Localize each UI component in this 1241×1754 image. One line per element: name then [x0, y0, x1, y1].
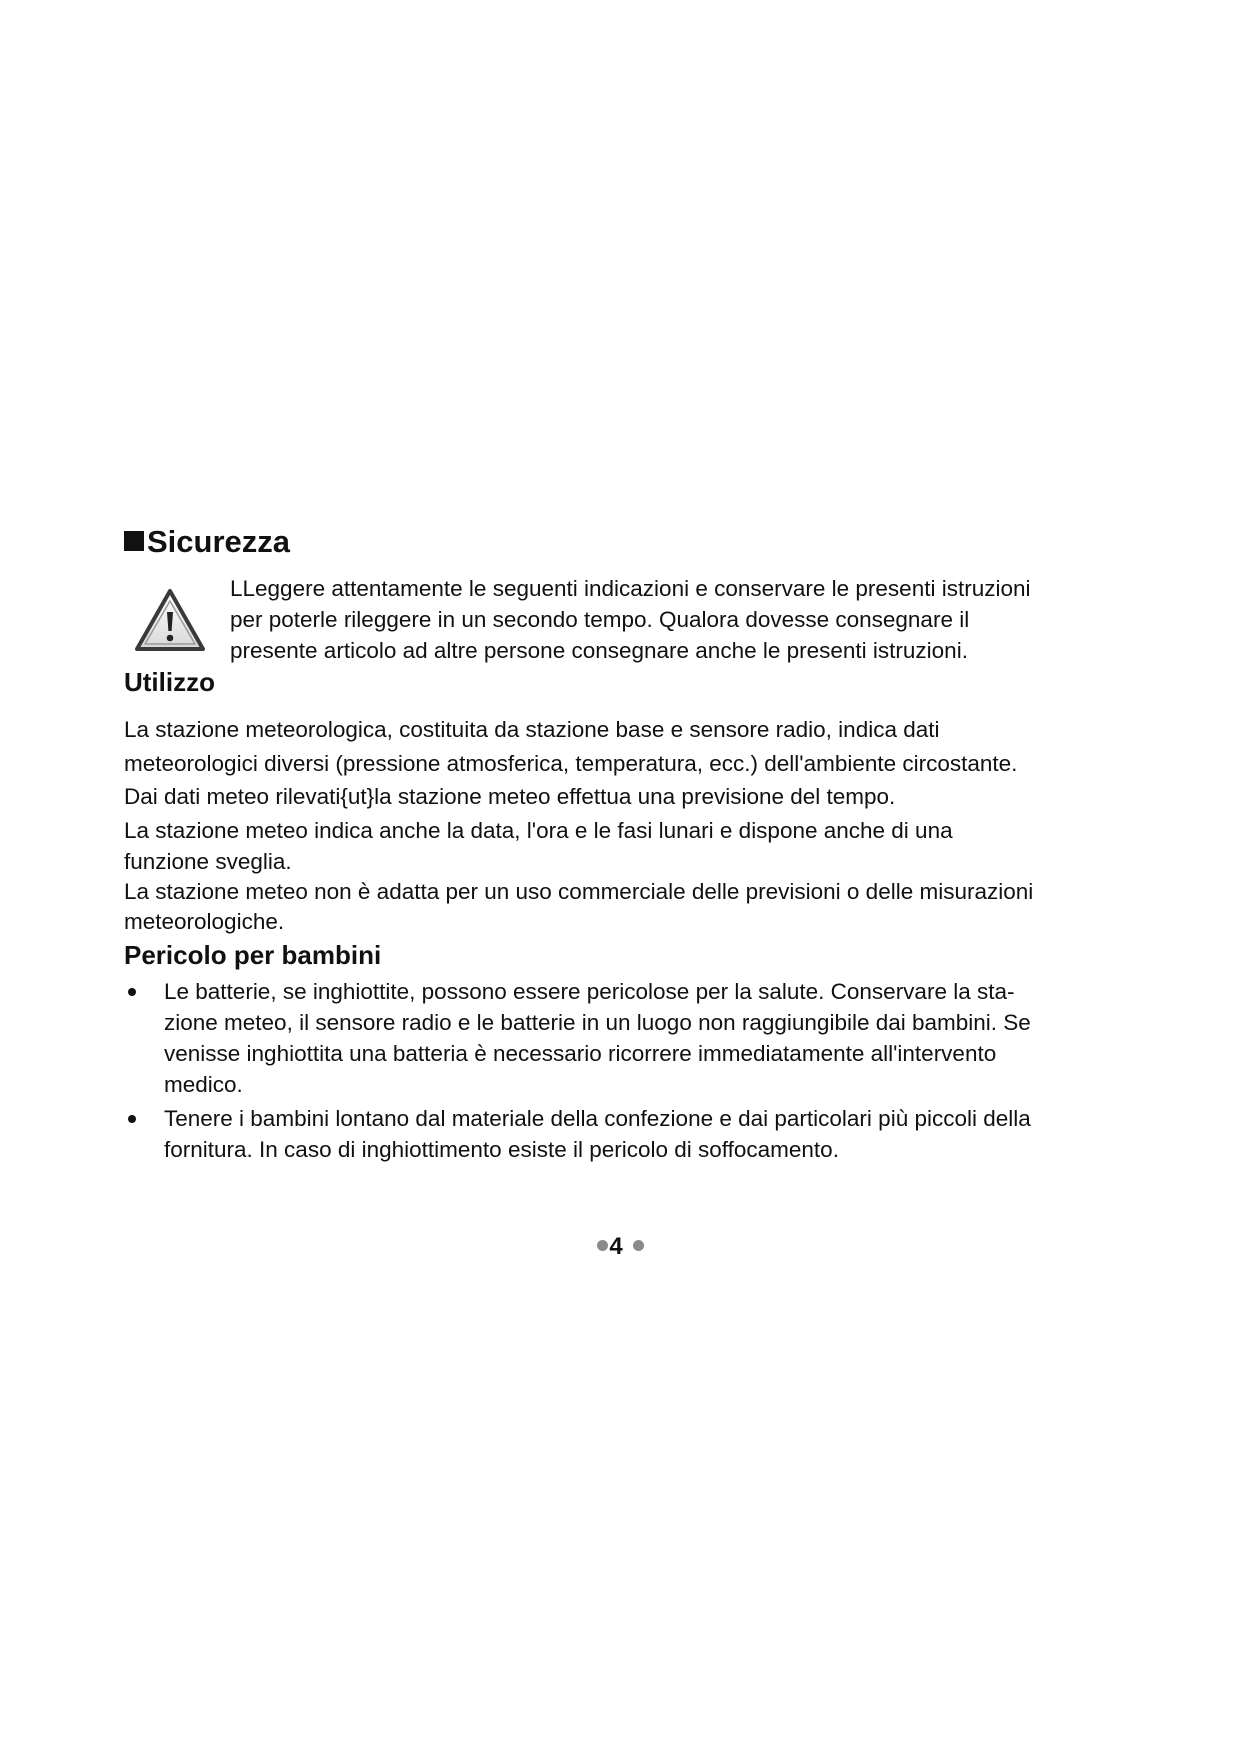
usage-line: funzione sveglia. [124, 849, 292, 874]
usage-line: La stazione meteorologica, costituita da stazione base e sensore radio, indica dati [124, 717, 940, 742]
usage-heading: Utilizzo [124, 667, 215, 697]
list-item [124, 976, 1124, 1100]
usage-line: meteorologici diversi (pressione atmosferica, temperatura, ecc.) dell'ambiente circostante. [124, 750, 1018, 776]
intro-line: per poterle rileggere in un secondo tempo. Qualora dovesse consegnare il [230, 607, 970, 632]
section-title-text: Sicurezza [147, 524, 291, 559]
list-item-line: zione meteo, il sensore radio e le batterie in un luogo non raggiungibile dai bambini. Se [164, 1010, 1031, 1035]
black-square-icon [124, 531, 144, 551]
section-title [124, 524, 290, 560]
bullet-dot-icon [128, 988, 136, 996]
intro-line: LLeggere attentamente le seguenti indicazioni e conservare le presenti istruzioni [230, 576, 1031, 601]
usage-line: Dai dati meteo rilevati{ut}la stazione meteo effettua una previsione del tempo. [124, 784, 896, 809]
list-item-line: Tenere i bambini lontano dal materiale della confezione e dai particolari più piccoli della [164, 1106, 1031, 1131]
intro-paragraph [230, 573, 1130, 666]
usage-line: La stazione meteo indica anche la data, l'ora e le fasi lunari e dispone anche di una [124, 817, 953, 843]
usage-line: La stazione meteo non è adatta per un uso commerciale delle previsioni o delle misurazioni [124, 879, 1034, 904]
children-hazard-list [124, 976, 1124, 1168]
intro-line: presente articolo ad altre persone consegnare anche le presenti istruzioni. [230, 638, 968, 663]
list-item [124, 1103, 1124, 1165]
gray-dot-icon [597, 1240, 608, 1251]
children-hazard-heading: Pericolo per bambini [124, 940, 382, 970]
list-item-line: fornitura. In caso di inghiottimento esiste il pericolo di soffocamento. [164, 1137, 839, 1162]
usage-paragraph [124, 713, 1124, 937]
page-number-value: 4 [609, 1233, 623, 1260]
gray-dot-icon [633, 1240, 644, 1251]
list-item-line: medico. [164, 1072, 243, 1097]
page-number [0, 1233, 1241, 1261]
bullet-dot-icon [128, 1115, 136, 1123]
warning-triangle-icon [134, 588, 206, 652]
list-item-line: Le batterie, se inghiottite, possono essere pericolose per la salute. Conservare la sta- [164, 979, 1015, 1004]
list-item-line: venisse inghiottita una batteria è necessario ricorrere immediatamente all'intervento [164, 1041, 997, 1066]
usage-line: meteorologiche. [124, 909, 285, 934]
